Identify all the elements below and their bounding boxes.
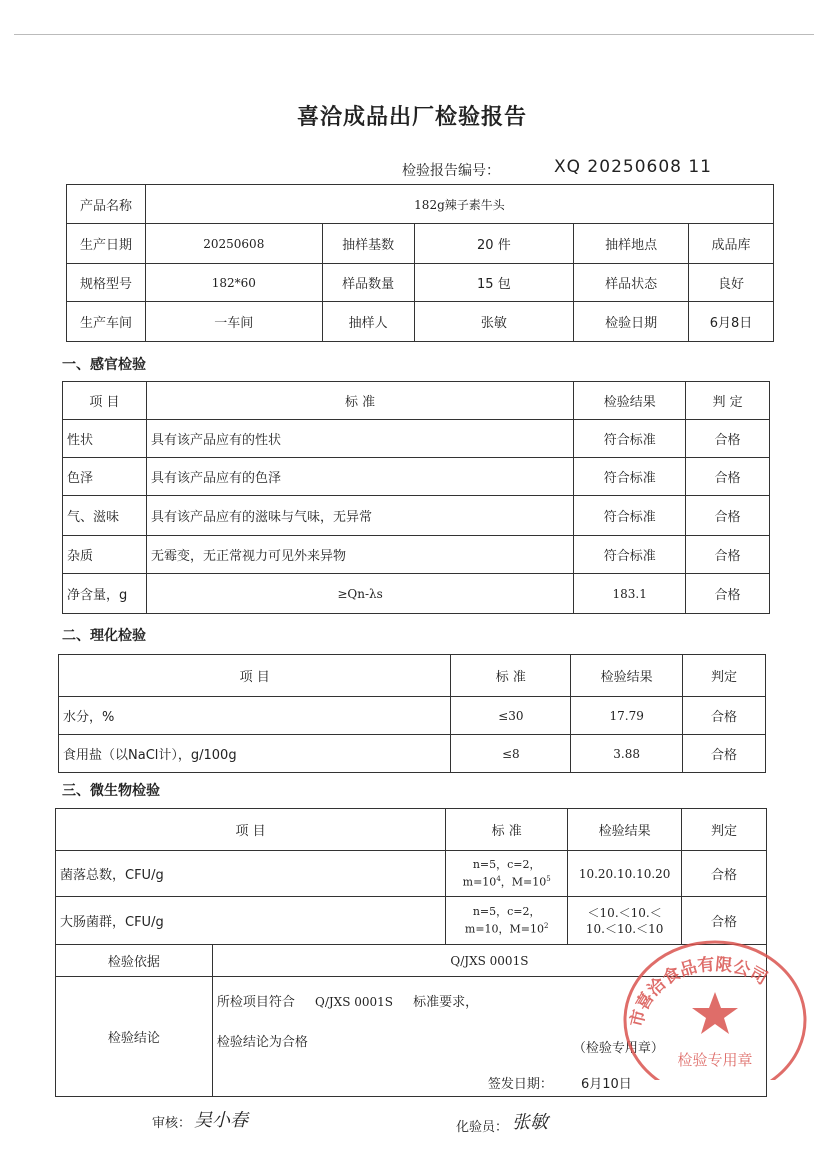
- workshop-label: 生产车间: [67, 302, 146, 342]
- section-physchem-title: 二、理化检验: [62, 628, 146, 644]
- micro-table: [55, 808, 767, 945]
- micro-result-line: 10.＜10.＜10: [585, 921, 664, 936]
- sensory-judge: 合格: [686, 496, 770, 536]
- conclusion-text: 所检项目符合: [216, 995, 295, 1010]
- sensory-judge: 合格: [686, 420, 770, 458]
- prod-date-value: 20250608: [145, 224, 322, 264]
- micro-header-std: 标 准: [446, 809, 568, 851]
- micro-std-line: [450, 872, 563, 890]
- micro-judge-coliform: 合格: [682, 897, 767, 945]
- product-name-value: 182g辣子素牛头: [145, 185, 773, 224]
- micro-header-result: 检验结果: [568, 809, 682, 851]
- spec-value: 182*60: [145, 264, 322, 302]
- physchem-std: ≤30: [451, 697, 571, 735]
- sensory-judge: 合格: [686, 458, 770, 496]
- spec-label: 规格型号: [67, 264, 146, 302]
- micro-result-line: ＜10.＜10.＜: [587, 905, 662, 920]
- sensory-std: 具有该产品应有的滋味与气味，无异常: [146, 496, 573, 536]
- micro-item-total-count: 菌落总数，CFU/g: [56, 851, 446, 897]
- conclusion-seal-note: （检验专用章）: [572, 1041, 664, 1056]
- conclusion-standard: Q/JXS 0001S: [314, 995, 394, 1009]
- sensory-item: 气、滋味: [63, 496, 147, 536]
- sensory-header-result: 检验结果: [574, 382, 686, 420]
- issue-date-label: 签发日期：: [487, 1077, 553, 1092]
- sensory-item: 色泽: [63, 458, 147, 496]
- physchem-std: ≤8: [451, 735, 571, 773]
- company-stamp: [620, 940, 810, 1080]
- physchem-judge: 合格: [683, 735, 766, 773]
- sample-base-label: 抽样基数: [322, 224, 414, 264]
- sensory-result: 183.1: [574, 574, 686, 614]
- report-number-label: 检验报告编号：: [402, 163, 500, 179]
- info-table: [66, 184, 774, 342]
- sensory-std: ≥Qn-λs: [146, 574, 573, 614]
- micro-judge-total-count: 合格: [682, 851, 767, 897]
- sample-state-value: 良好: [689, 264, 774, 302]
- physchem-item: 水分，%: [59, 697, 451, 735]
- micro-std-part: m=10: [462, 875, 497, 889]
- prod-date-label: 生产日期: [67, 224, 146, 264]
- sample-qty-value: 15 包: [414, 264, 574, 302]
- micro-std-line: n=5，c=2，: [472, 857, 541, 871]
- page-title: 喜洽成品出厂检验报告: [296, 105, 527, 130]
- top-rule: [14, 34, 814, 35]
- physchem-header-result: 检验结果: [571, 655, 683, 697]
- sample-state-label: 样品状态: [574, 264, 689, 302]
- reviewer-label: 审核：: [152, 1116, 192, 1131]
- sensory-result: 符合标准: [574, 458, 686, 496]
- micro-std-line: n=5，c=2，: [472, 904, 541, 918]
- sample-base-value: 20 件: [414, 224, 574, 264]
- sample-qty-label: 样品数量: [322, 264, 414, 302]
- micro-header-judge: 判定: [682, 809, 767, 851]
- physchem-result: 3.88: [571, 735, 683, 773]
- sample-place-label: 抽样地点: [574, 224, 689, 264]
- micro-item-coliform: 大肠菌群，CFU/g: [56, 897, 446, 945]
- workshop-value: 一车间: [145, 302, 322, 342]
- micro-std-coliform: [446, 897, 568, 945]
- physchem-header-item: 项 目: [59, 655, 451, 697]
- physchem-header-judge: 判定: [683, 655, 766, 697]
- micro-header-item: 项 目: [56, 809, 446, 851]
- physchem-item: 食用盐（以NaCl计），g/100g: [59, 735, 451, 773]
- section-micro-title: 三、微生物检验: [62, 783, 160, 799]
- sensory-item: 性状: [63, 420, 147, 458]
- sensory-header-std: 标 准: [146, 382, 573, 420]
- sensory-std: 具有该产品应有的性状: [146, 420, 573, 458]
- micro-std-exponent: 2: [544, 921, 549, 930]
- basis-value: Q/JXS 0001S: [212, 945, 766, 977]
- inspector-label: 化验员：: [456, 1120, 509, 1135]
- conclusion-line-1: [217, 991, 478, 1010]
- conclusion-label: 检验结论: [56, 977, 213, 1097]
- sampler-label: 抽样人: [322, 302, 414, 342]
- micro-result-total-count: 10.20.10.10.20: [568, 851, 682, 897]
- conclusion-text: 标准要求，: [413, 995, 479, 1010]
- micro-std-part: m=10，M=10: [464, 922, 545, 936]
- svg-text:市喜洽食品有限公司: 市喜洽食品有限公司: [626, 954, 771, 1030]
- sensory-judge: 合格: [686, 574, 770, 614]
- micro-std-exponent: 4: [496, 874, 501, 883]
- physchem-result: 17.79: [571, 697, 683, 735]
- svg-text:检验专用章: 检验专用章: [677, 1051, 753, 1069]
- section-sensory-title: 一、感官检验: [62, 357, 146, 373]
- micro-std-part: ，M=10: [500, 875, 547, 889]
- conclusion-line-2: 检验结论为合格: [216, 1035, 308, 1050]
- reviewer-signature: 吴小春: [194, 1110, 248, 1131]
- sample-place-value: 成品库: [689, 224, 774, 264]
- basis-label: 检验依据: [56, 945, 213, 977]
- report-number-value: XQ 20250608 11: [554, 157, 712, 177]
- sensory-result: 符合标准: [574, 420, 686, 458]
- sensory-judge: 合格: [686, 536, 770, 574]
- sensory-std: 具有该产品应有的色泽: [146, 458, 573, 496]
- sensory-result: 符合标准: [574, 496, 686, 536]
- issue-date-value: 6月10日: [580, 1077, 632, 1092]
- physchem-table: [58, 654, 766, 773]
- physchem-judge: 合格: [683, 697, 766, 735]
- report-number: [402, 157, 712, 180]
- sensory-item: 杂质: [63, 536, 147, 574]
- issue-date: [488, 1073, 632, 1092]
- micro-std-line: [450, 919, 563, 937]
- micro-std-exponent: 5: [546, 874, 551, 883]
- inspector-signature: 张敏: [512, 1112, 548, 1133]
- sensory-table: [62, 381, 770, 614]
- sensory-header-judge: 判 定: [686, 382, 770, 420]
- micro-std-total-count: [446, 851, 568, 897]
- sampler-value: 张敏: [414, 302, 574, 342]
- physchem-header-std: 标 准: [451, 655, 571, 697]
- sensory-std: 无霉变，无正常视力可见外来异物: [146, 536, 573, 574]
- micro-result-coliform: [568, 897, 682, 945]
- sensory-result: 符合标准: [574, 536, 686, 574]
- sensory-header-item: 项 目: [63, 382, 147, 420]
- inspect-date-label: 检验日期: [574, 302, 689, 342]
- sensory-item: 净含量，g: [63, 574, 147, 614]
- product-name-label: 产品名称: [67, 185, 146, 224]
- inspect-date-value: 6月8日: [689, 302, 774, 342]
